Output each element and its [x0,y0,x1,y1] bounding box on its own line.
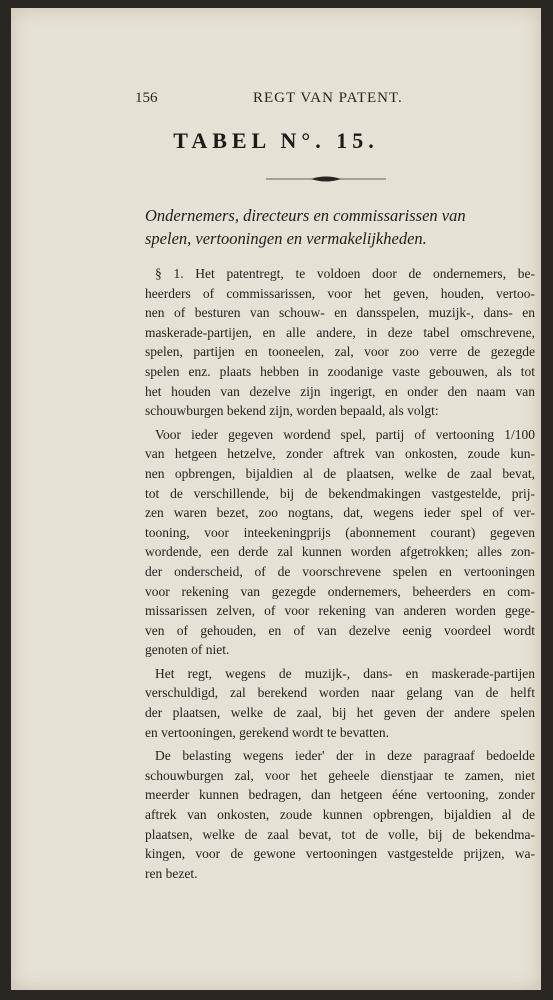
text-line: nen of besturen van schouw- en dansspelen, muzijk-, dans- en [145,305,535,321]
paragraph [145,664,535,742]
text-line: spelen, partijen en tooneelen, zal, voor zoo verre de gezegde [145,344,535,360]
text-line: plaatsen, welke de zaal bevat, tot de volle, bij de bekendma- [145,826,535,842]
text-line: Het regt, wegens de muzijk-, dans- en maskerade-partijen [155,665,535,681]
paragraph [145,264,535,421]
subtitle-line: spelen, vertooningen en vermakelijkheden. [145,229,427,248]
text-line: voor rekening van gezegde ondernemers, beheerders en com- [145,583,535,599]
subtitle-line: Ondernemers, directeurs en commissarissen van [145,206,466,225]
text-line: missarissen zelven, of voor rekening van anderen worden gege- [145,603,535,619]
section-subtitle [145,204,529,250]
body-text [145,264,535,887]
text-line: schouwburgen bekend zijn, worden bepaald, als volgt: [145,403,439,419]
text-line: meerder kunnen bedragen, dan hetgeen ééne vertooning, zonder [145,787,535,803]
text-line: wordende, een derde zal kunnen worden afgetrokken; alles zon- [145,544,535,560]
text-line: schouwburgen zal, voor het geheele dienstjaar te zamen, niet [145,767,535,783]
page-number: 156 [135,90,158,106]
text-line: aftrek van onkosten, zoude kunnen opbrengen, bijaldien al de [145,807,535,823]
text-line: van hetgeen hetzelve, zonder aftrek van onkosten, zoude kun- [145,446,535,462]
text-line: Voor ieder gegeven wordend spel, partij of vertooning 1/100 [155,426,535,442]
text-line: der plaatsen, welke de zaal, bij het geven der andere spelen [145,705,535,721]
text-line: verschuldigd, zal berekend worden naar gelang van de helft [145,685,535,701]
text-line: tooning, voor inteekeningprijs (abonnement courant) gegeven [145,524,535,540]
text-line: De belasting wegens ieder' der in deze paragraaf bedoelde [155,748,535,764]
text-line: der onderscheid, of de voorschrevene spelen en vertooningen [145,563,535,579]
text-line: en vertooningen, gerekend wordt te bevatten. [145,724,390,740]
text-line: genoten of niet. [145,642,230,658]
text-line: nen opbrengen, bijaldien al de plaatsen, welke de zaal bevat, [145,465,535,481]
paragraph [145,746,535,883]
text-line: ren bezet. [145,865,198,881]
text-line: heerders of commissarissen, voor het geven, houden, vertoo- [145,285,535,301]
paragraph [145,425,535,660]
text-line: kingen, voor de gewone vertooningen vastgestelde prijzen, wa- [145,846,535,862]
text-line: zen waren bezet, zoo nogtans, dat, wegens ieder spel of ver- [145,505,535,521]
text-line: tot de verschillende, bij de bekendmakingen vastgestelde, prij- [145,485,535,501]
ornamental-rule [266,174,386,184]
running-title: REGT VAN PATENT. [253,90,403,106]
text-line: het houden van dezelve zijn ingerigt, en onder den naam van [145,383,535,399]
text-line: § 1. Het patentregt, te voldoen door de ondernemers, be- [155,266,535,281]
text-line: ven of gehouden, en of van dezelve eenig voordeel wordt [145,622,535,638]
book-page [11,8,541,990]
text-line: spelen enz. plaats hebben in zoodanige vaste gebouwen, als tot [145,363,535,379]
table-heading: TABEL N°. 15. [173,128,379,153]
text-line: maskerade-partijen, en alle andere, in deze tabel omschrevene, [145,324,535,340]
